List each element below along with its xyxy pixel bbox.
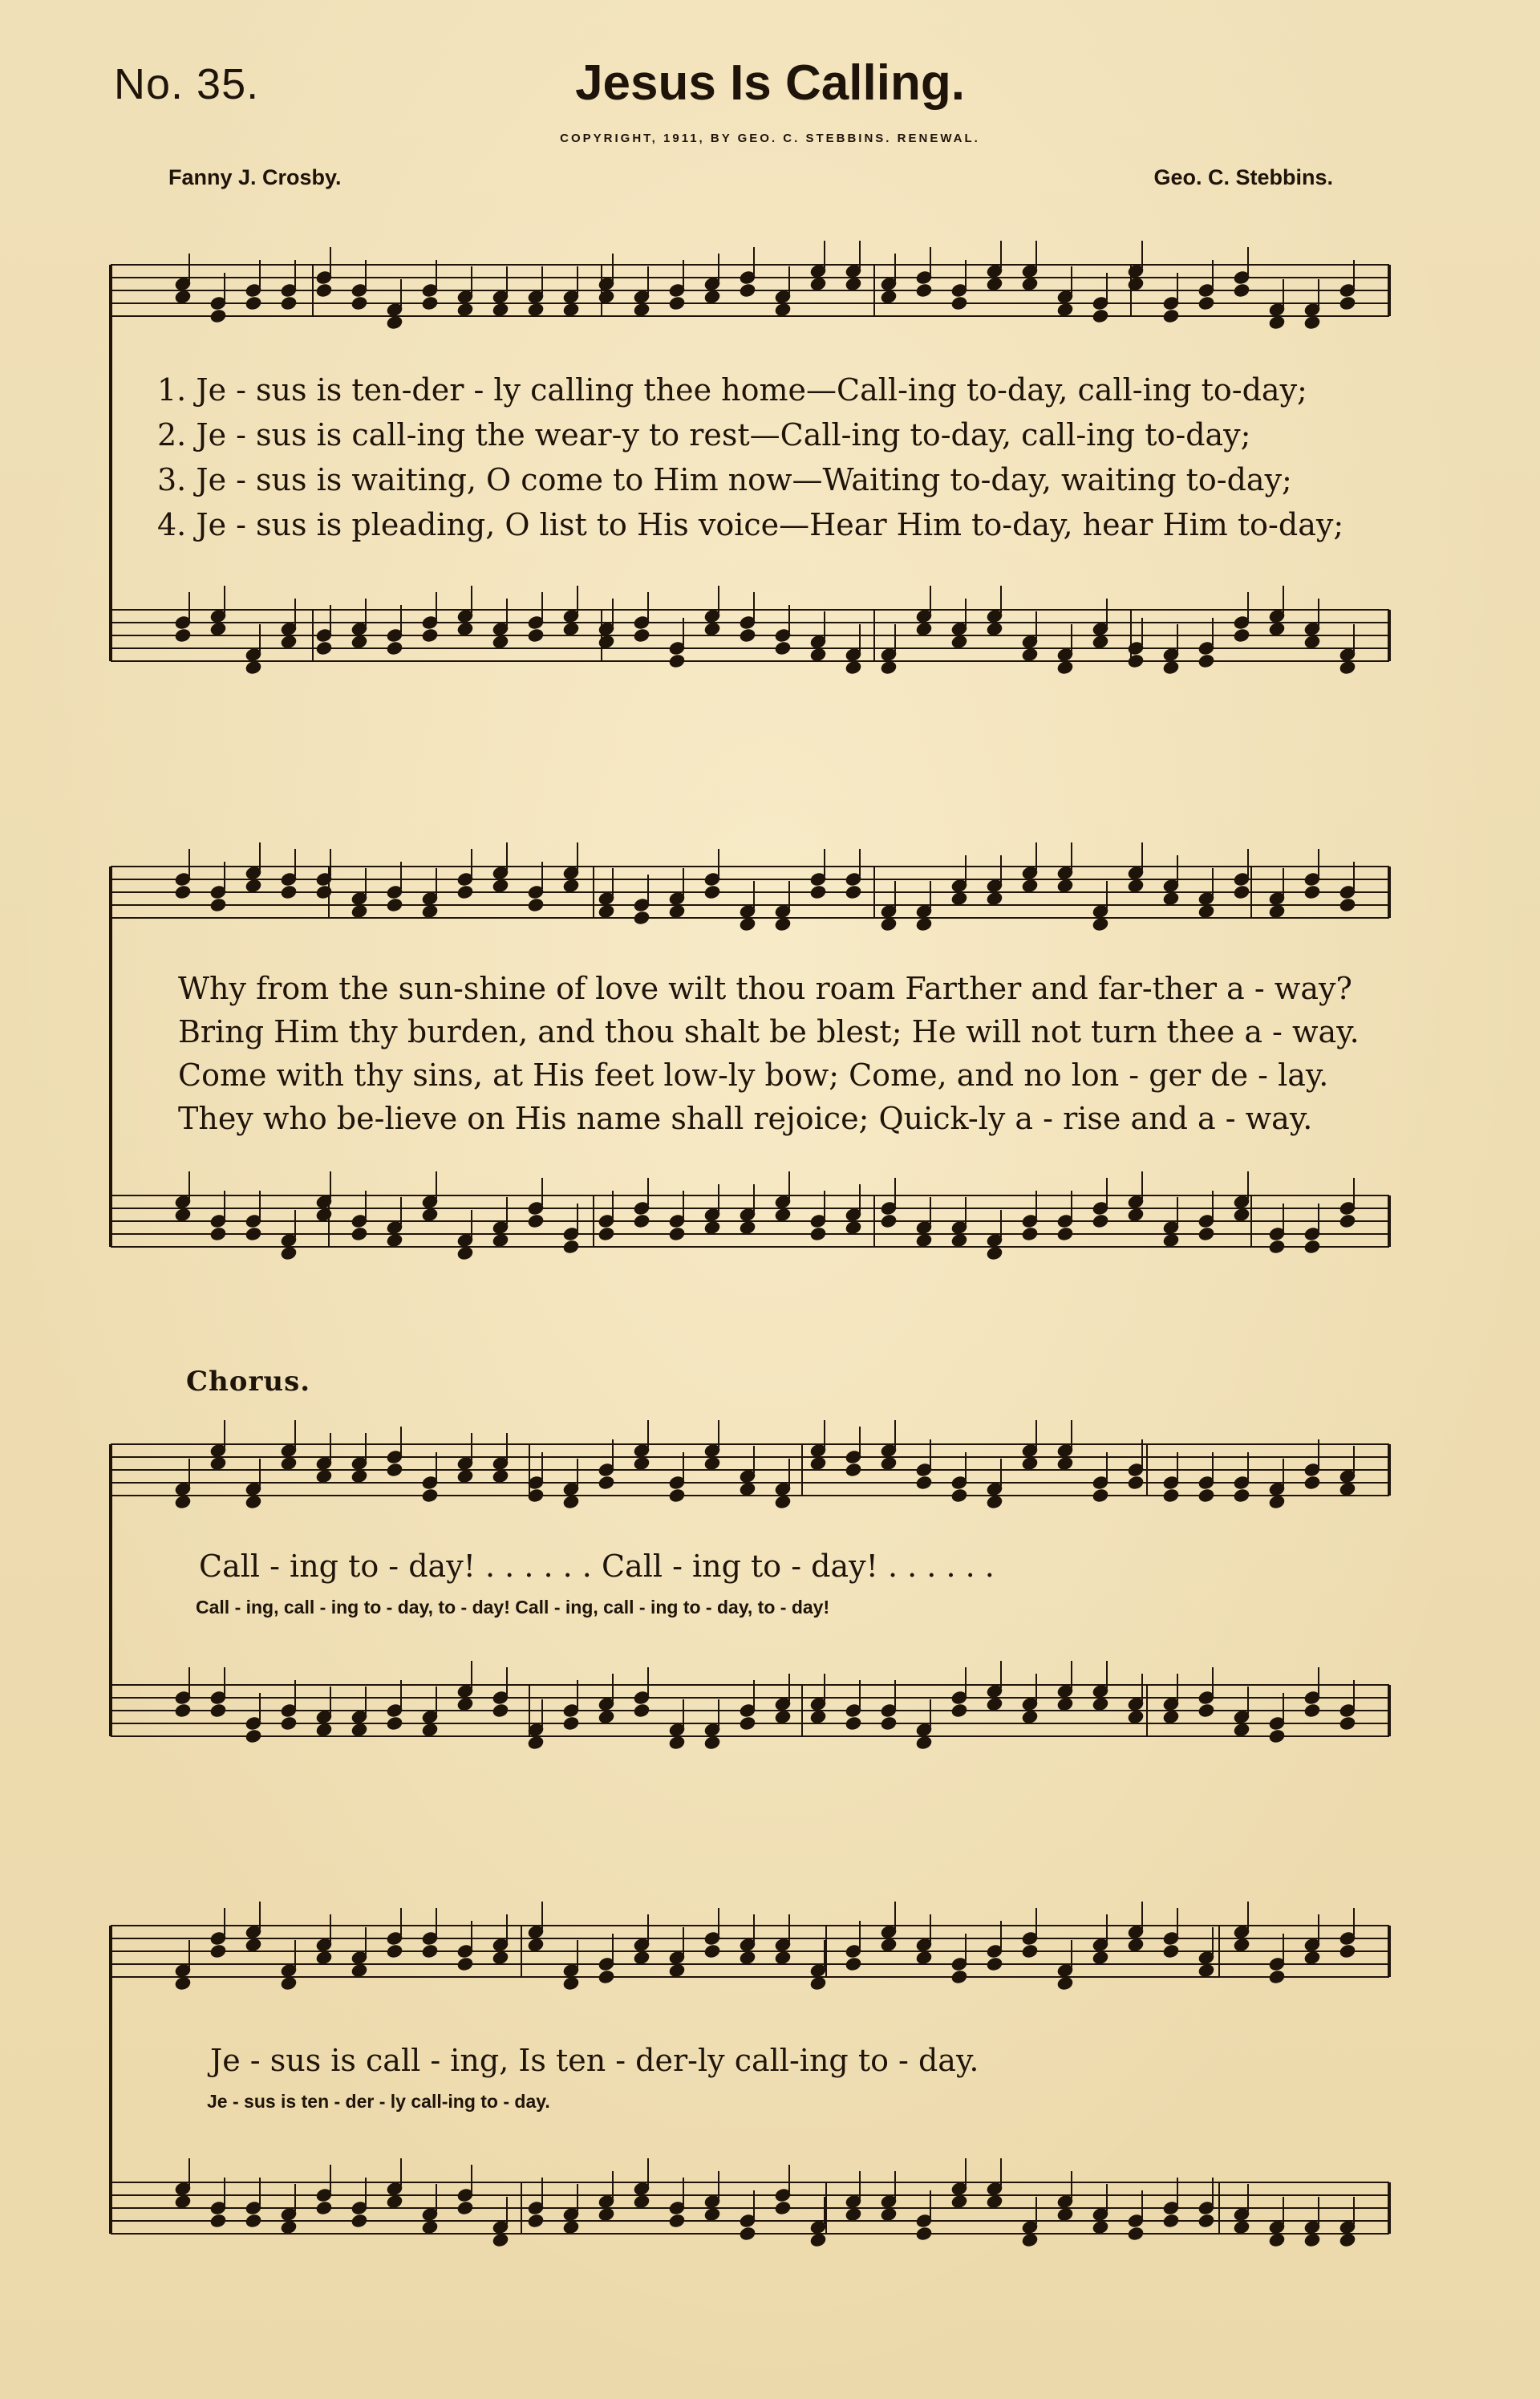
- hymn-title: Jesus Is Calling.: [575, 55, 965, 111]
- verse-4-line-1: 4. Je - sus is pleading, O list to His voice—Hear Him to-day, hear Him to-day;: [157, 507, 1344, 542]
- verse-1-line-2: Why from the sun-shine of love wilt thou roam Farther and far-ther a - way?: [178, 971, 1352, 1006]
- chorus-echo-line-2: Je - sus is ten - der - ly call-ing to - day.: [207, 2091, 550, 2112]
- chorus-label: Chorus.: [186, 1366, 311, 1398]
- verse-3-line-1: 3. Je - sus is waiting, O come to Him now—Waiting to-day, waiting to-day;: [157, 462, 1292, 497]
- composer-credit: Geo. C. Stebbins.: [1153, 165, 1333, 189]
- verse-4-line-2: They who be-lieve on His name shall rejoice; Quick-ly a - rise and a - way.: [178, 1101, 1313, 1136]
- verse-3-line-2: Come with thy sins, at His feet low-ly bow; Come, and no lon - ger de - lay.: [178, 1057, 1329, 1093]
- chorus-echo-line-1: Call - ing, call - ing to - day, to - day! Call - ing, call - ing to - day, to - day!: [196, 1597, 830, 1618]
- lyricist-credit: Fanny J. Crosby.: [168, 165, 342, 189]
- copyright-notice: COPYRIGHT, 1911, BY GEO. C. STEBBINS. RENEWAL.: [560, 132, 980, 145]
- verse-1-line-1: 1. Je - sus is ten-der - ly calling thee home—Call-ing to-day, call-ing to-day;: [157, 372, 1307, 408]
- verse-2-line-2: Bring Him thy burden, and thou shalt be blest; He will not turn thee a - way.: [178, 1014, 1360, 1049]
- chorus-line-2: Je - sus is call - ing, Is ten - der-ly call-ing to - day.: [210, 2043, 979, 2078]
- verse-2-line-1: 2. Je - sus is call-ing the wear-y to rest—Call-ing to-day, call-ing to-day;: [157, 417, 1251, 453]
- hymn-number: No. 35.: [114, 60, 260, 108]
- chorus-line-1: Call - ing to - day! . . . . . . Call - ing to - day! . . . . . .: [199, 1549, 995, 1584]
